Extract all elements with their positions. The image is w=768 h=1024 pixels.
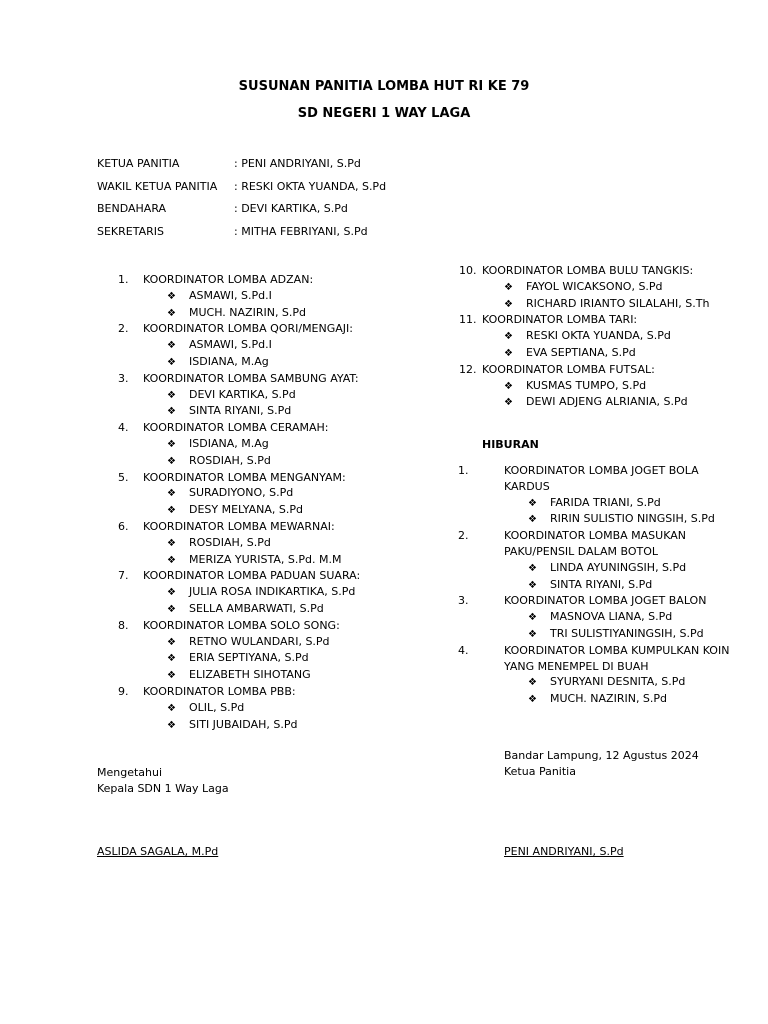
place-date: Bandar Lampung, 12 Agustus 2024 [504,749,699,762]
item-title: KOORDINATOR LOMBA SOLO SONG: [143,618,340,632]
coordinator-item [458,463,731,495]
member-name: ASMAWI, S.Pd.I [189,338,272,352]
coordinator-item [118,568,438,584]
diamond-bullet-icon: ❖ [167,702,176,714]
official-role: KETUA PANITIA [97,157,180,170]
member-item [118,387,438,404]
item-number: 11. [459,313,477,327]
diamond-bullet-icon: ❖ [167,636,176,648]
member-name: SINTA RIYANI, S.Pd [550,577,653,591]
member-name: SELLA AMBARWATI, S.Pd [189,601,324,615]
member-item [481,626,731,643]
member-item [481,674,731,691]
chair-title: Ketua Panitia [504,765,576,778]
member-name: FARIDA TRIANI, S.Pd [550,495,661,509]
diamond-bullet-icon: ❖ [167,603,176,615]
item-title: KOORDINATOR LOMBA SAMBUNG AYAT: [143,371,359,385]
member-name: JULIA ROSA INDIKARTIKA, S.Pd [189,585,356,599]
coordinator-item [459,263,759,279]
official-row [97,179,386,202]
diamond-bullet-icon: ❖ [528,628,537,640]
member-name: FAYOL WICAKSONO, S.Pd [526,279,663,293]
item-number: 5. [118,470,129,484]
coordinator-item [118,470,438,486]
official-name: : DEVI KARTIKA, S.Pd [234,202,348,215]
diamond-bullet-icon: ❖ [504,298,513,310]
member-item [459,279,759,296]
signature-block-left [97,765,229,797]
member-item [481,495,731,512]
diamond-bullet-icon: ❖ [504,281,513,293]
member-item [118,403,438,420]
diamond-bullet-icon: ❖ [167,438,176,450]
member-item [459,394,759,411]
member-item [118,354,438,371]
item-title: KOORDINATOR LOMBA FUTSAL: [482,362,655,376]
official-name: : MITHA FEBRIYANI, S.Pd [234,224,368,238]
member-item [459,378,759,395]
member-item [459,296,759,313]
diamond-bullet-icon: ❖ [167,653,176,665]
diamond-bullet-icon: ❖ [528,579,537,591]
official-role: BENDAHARA [97,202,167,215]
diamond-bullet-icon: ❖ [528,562,537,574]
diamond-bullet-icon: ❖ [167,537,176,549]
item-number: 1. [118,273,129,286]
member-name: EVA SEPTIANA, S.Pd [526,345,636,359]
member-name: SINTA RIYANI, S.Pd [189,404,292,418]
item-title: KOORDINATOR LOMBA MASUKAN PAKU/PENSIL DALAM BOTOL [504,529,686,558]
coordinator-item [118,618,438,634]
hiburan-list [458,463,731,708]
item-title: KOORDINATOR LOMBA JOGET BOLA KARDUS [504,464,699,493]
official-row [97,201,386,224]
member-name: KUSMAS TUMPO, S.Pd [526,378,647,392]
member-item [481,511,731,528]
member-name: RICHARD IRIANTO SILALAHI, S.Th [526,296,710,310]
item-number: 1. [458,464,469,477]
member-name: SITI JUBAIDAH, S.Pd [189,717,298,731]
item-title: KOORDINATOR LOMBA PBB: [143,684,296,698]
item-number: 2. [118,322,129,336]
member-name: ELIZABETH SIHOTANG [189,668,311,682]
member-item [118,650,438,667]
principal-title: Kepala SDN 1 Way Laga [97,782,229,795]
document-title: SUSUNAN PANITIA LOMBA HUT RI KE 79 [238,79,530,94]
official-role: SEKRETARIS [97,224,164,238]
item-title: KOORDINATOR LOMBA KUMPULKAN KOIN YANG MENEMPEL DI BUAH [504,643,730,673]
member-item [118,453,438,470]
member-name: MASNOVA LIANA, S.Pd [550,610,673,624]
item-number: 8. [118,618,129,632]
member-name: ROSDIAH, S.Pd [189,535,271,549]
item-title: KOORDINATOR LOMBA MEWARNAI: [143,519,335,533]
item-number: 4. [458,643,469,657]
diamond-bullet-icon: ❖ [528,677,537,689]
item-title: KOORDINATOR LOMBA CERAMAH: [143,421,329,435]
member-name: DEVI KARTIKA, S.Pd [189,387,296,401]
item-number: 4. [118,421,129,435]
item-title: KOORDINATOR LOMBA BULU TANGKIS: [482,264,694,277]
coordinator-item [118,420,438,436]
member-name: ISDIANA, M.Ag [189,354,269,368]
coordinator-item [458,643,731,675]
member-item [118,337,438,354]
official-name: : PENI ANDRIYANI, S.Pd [234,157,361,170]
diamond-bullet-icon: ❖ [167,554,176,566]
diamond-bullet-icon: ❖ [504,397,513,409]
item-number: 12. [459,362,477,376]
member-item [118,305,438,322]
member-name: MUCH. NAZIRIN, S.Pd [550,692,668,706]
member-name: ROSDIAH, S.Pd [189,453,271,467]
coordinator-item [458,593,731,609]
member-item [118,535,438,552]
diamond-bullet-icon: ❖ [528,694,537,706]
member-item [481,609,731,626]
item-number: 7. [118,569,129,583]
member-item [118,502,438,519]
member-item [118,584,438,601]
item-title: KOORDINATOR LOMBA PADUAN SUARA: [143,569,361,583]
diamond-bullet-icon: ❖ [167,356,176,368]
item-title: KOORDINATOR LOMBA JOGET BALON [504,594,707,608]
member-name: RIRIN SULISTIO NINGSIH, S.Pd [550,512,715,526]
diamond-bullet-icon: ❖ [167,290,176,302]
item-title: KOORDINATOR LOMBA MENGANYAM: [143,470,346,484]
item-title: KOORDINATOR LOMBA QORI/MENGAJI: [143,322,353,336]
member-name: LINDA AYUNINGSIH, S.Pd [550,560,687,574]
member-name: SYURYANI DESNITA, S.Pd [550,675,686,689]
member-item [118,288,438,305]
diamond-bullet-icon: ❖ [528,514,537,526]
official-name: : RESKI OKTA YUANDA, S.Pd [234,179,387,193]
acknowledged-label: Mengetahui [97,766,163,779]
principal-name: ASLIDA SAGALA, M.Pd [97,845,219,858]
member-name: MERIZA YURISTA, S.Pd. M.M [189,552,342,566]
official-row [97,224,386,247]
member-name: ERIA SEPTIYANA, S.Pd [189,651,309,665]
member-item [118,667,438,684]
committee-list-left [118,272,438,733]
diamond-bullet-icon: ❖ [504,380,513,392]
diamond-bullet-icon: ❖ [167,505,176,517]
item-number: 2. [458,529,469,543]
officials-table [97,156,386,246]
diamond-bullet-icon: ❖ [167,719,176,731]
diamond-bullet-icon: ❖ [528,612,537,624]
member-item [118,552,438,569]
coordinator-item [118,519,438,535]
coordinator-item [118,321,438,337]
coordinator-item [458,528,731,560]
official-row [97,156,386,179]
member-item [118,601,438,618]
diamond-bullet-icon: ❖ [167,340,176,352]
member-item [481,577,731,594]
member-item [459,328,759,345]
diamond-bullet-icon: ❖ [167,307,176,319]
diamond-bullet-icon: ❖ [504,347,513,359]
member-item [118,436,438,453]
diamond-bullet-icon: ❖ [167,455,176,467]
diamond-bullet-icon: ❖ [167,389,176,401]
committee-list-right [459,263,759,411]
member-name: SURADIYONO, S.Pd [189,486,294,500]
coordinator-item [459,362,759,378]
school-name: SD NEGERI 1 WAY LAGA [297,106,471,121]
member-item [481,691,731,708]
member-name: MUCH. NAZIRIN, S.Pd [189,305,307,319]
item-number: 3. [458,594,469,608]
member-name: RESKI OKTA YUANDA, S.Pd [526,329,671,343]
member-name: DESY MELYANA, S.Pd [189,503,303,517]
member-item [118,717,438,734]
member-name: OLIL, S.Pd [189,700,245,714]
diamond-bullet-icon: ❖ [167,587,176,599]
official-role: WAKIL KETUA PANITIA [97,179,218,193]
item-number: 6. [118,519,129,533]
diamond-bullet-icon: ❖ [504,331,513,343]
item-number: 3. [118,371,129,385]
member-item [118,700,438,717]
coordinator-item [118,272,438,288]
item-title: KOORDINATOR LOMBA TARI: [482,313,638,327]
member-name: ISDIANA, M.Ag [189,436,269,450]
member-name: DEWI ADJENG ALRIANIA, S.Pd [526,395,688,409]
signature-block-right [504,748,699,780]
member-name: ASMAWI, S.Pd.I [189,288,272,302]
item-number: 10. [459,264,477,277]
member-name: RETNO WULANDARI, S.Pd [189,634,330,648]
member-item [481,560,731,577]
chair-name: PENI ANDRIYANI, S.Pd [504,845,624,858]
member-item [118,485,438,502]
diamond-bullet-icon: ❖ [528,497,537,509]
coordinator-item [459,312,759,328]
member-name: TRI SULISTIYANINGSIH, S.Pd [550,626,704,640]
member-item [459,345,759,362]
diamond-bullet-icon: ❖ [167,670,176,682]
hiburan-heading: HIBURAN [482,438,539,451]
diamond-bullet-icon: ❖ [167,488,176,500]
item-number: 9. [118,684,129,698]
coordinator-item [118,684,438,700]
item-title: KOORDINATOR LOMBA ADZAN: [143,273,314,286]
member-item [118,634,438,651]
diamond-bullet-icon: ❖ [167,406,176,418]
coordinator-item [118,371,438,387]
